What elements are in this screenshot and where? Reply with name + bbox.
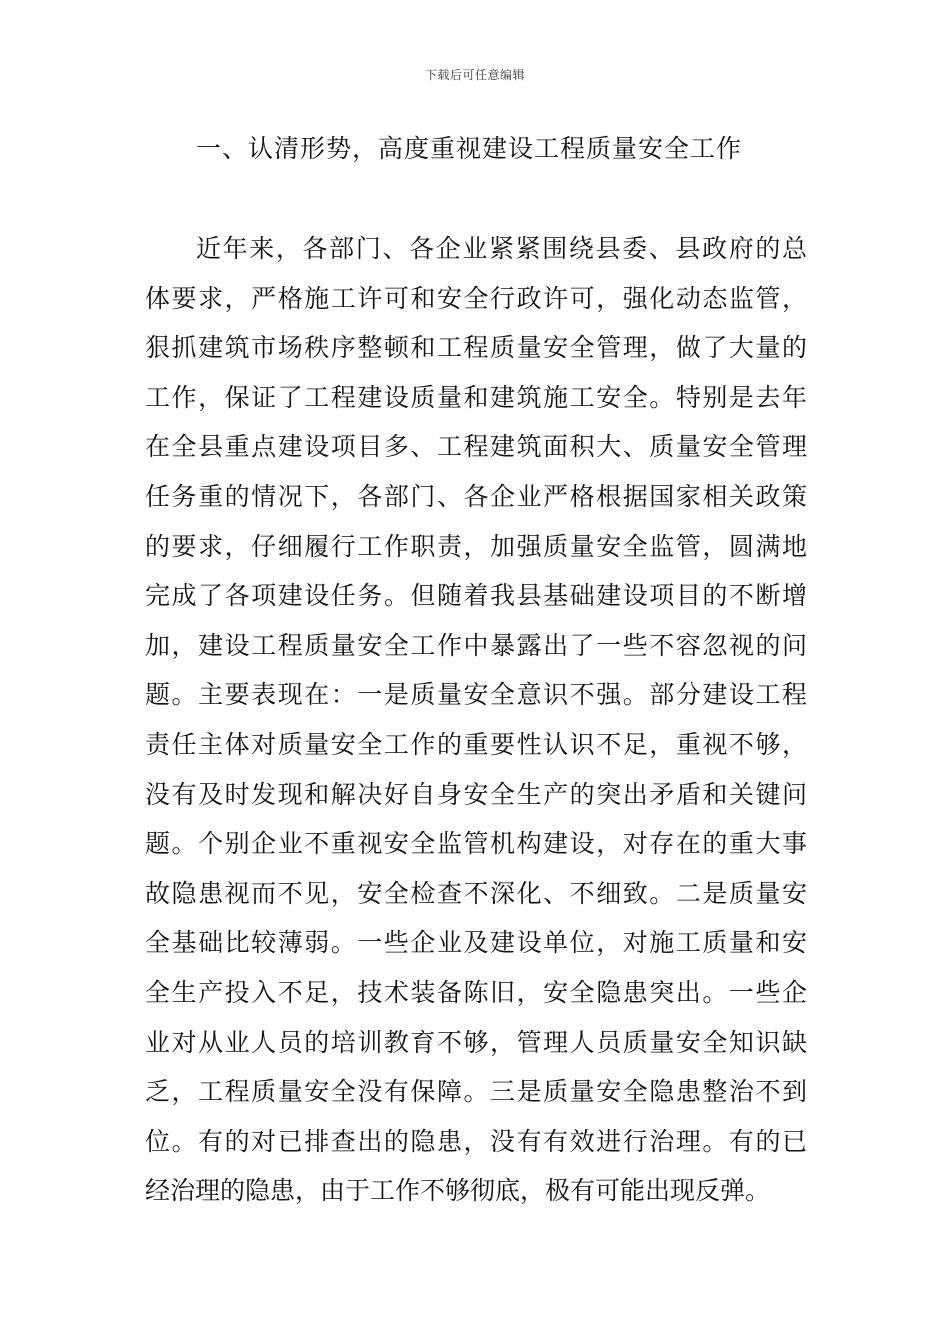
paragraph-line: 业对从业人员的培训教育不够，管理人员质量安全知识缺 bbox=[145, 1027, 807, 1057]
paragraph-line: 没有及时发现和解决好自身安全生产的突出矛盾和关键问 bbox=[145, 779, 807, 809]
paragraph-line: 狠抓建筑市场秩序整顿和工程质量安全管理，做了大量的 bbox=[145, 333, 807, 363]
section-heading: 一、认清形势，高度重视建设工程质量安全工作 bbox=[196, 134, 743, 163]
paragraph-line: 责任主体对质量安全工作的重要性认识不足，重视不够， bbox=[145, 729, 807, 759]
header-note: 下载后可任意编辑 bbox=[424, 68, 525, 82]
paragraph-line: 近年来，各部门、各企业紧紧围绕县委、县政府的总 bbox=[196, 234, 807, 263]
paragraph-line: 工作，保证了工程建设质量和建筑施工安全。特别是去年 bbox=[145, 382, 807, 412]
paragraph-line: 完成了各项建设任务。但随着我县基础建设项目的不断增 bbox=[145, 581, 807, 611]
paragraph-line: 在全县重点建设项目多、工程建筑面积大、质量安全管理 bbox=[145, 432, 807, 462]
paragraph-line: 全基础比较薄弱。一些企业及建设单位，对施工质量和安 bbox=[145, 928, 807, 958]
paragraph-line: 体要求，严格施工许可和安全行政许可，强化动态监管， bbox=[145, 283, 807, 313]
paragraph-line: 题。主要表现在：一是质量安全意识不强。部分建设工程 bbox=[145, 680, 807, 710]
paragraph-line: 的要求，仔细履行工作职责，加强质量安全监管，圆满地 bbox=[145, 531, 807, 561]
paragraph-line: 位。有的对已排查出的隐患，没有有效进行治理。有的已 bbox=[145, 1126, 807, 1156]
paragraph-line: 题。个别企业不重视安全监管机构建设，对存在的重大事 bbox=[145, 829, 807, 859]
paragraph-line: 任务重的情况下，各部门、各企业严格根据国家相关政策 bbox=[145, 481, 807, 511]
paragraph-line: 经治理的隐患，由于工作不够彻底，极有可能出现反弹。 bbox=[145, 1176, 771, 1206]
paragraph-line: 乏，工程质量安全没有保障。三是质量安全隐患整治不到 bbox=[145, 1077, 807, 1107]
paragraph-line: 故隐患视而不见，安全检查不深化、不细致。二是质量安 bbox=[145, 878, 807, 908]
body-paragraph bbox=[145, 230, 807, 1222]
paragraph-line: 加，建设工程质量安全工作中暴露出了一些不容忽视的问 bbox=[145, 630, 807, 660]
paragraph-line: 全生产投入不足，技术装备陈旧，安全隐患突出。一些企 bbox=[145, 977, 807, 1007]
